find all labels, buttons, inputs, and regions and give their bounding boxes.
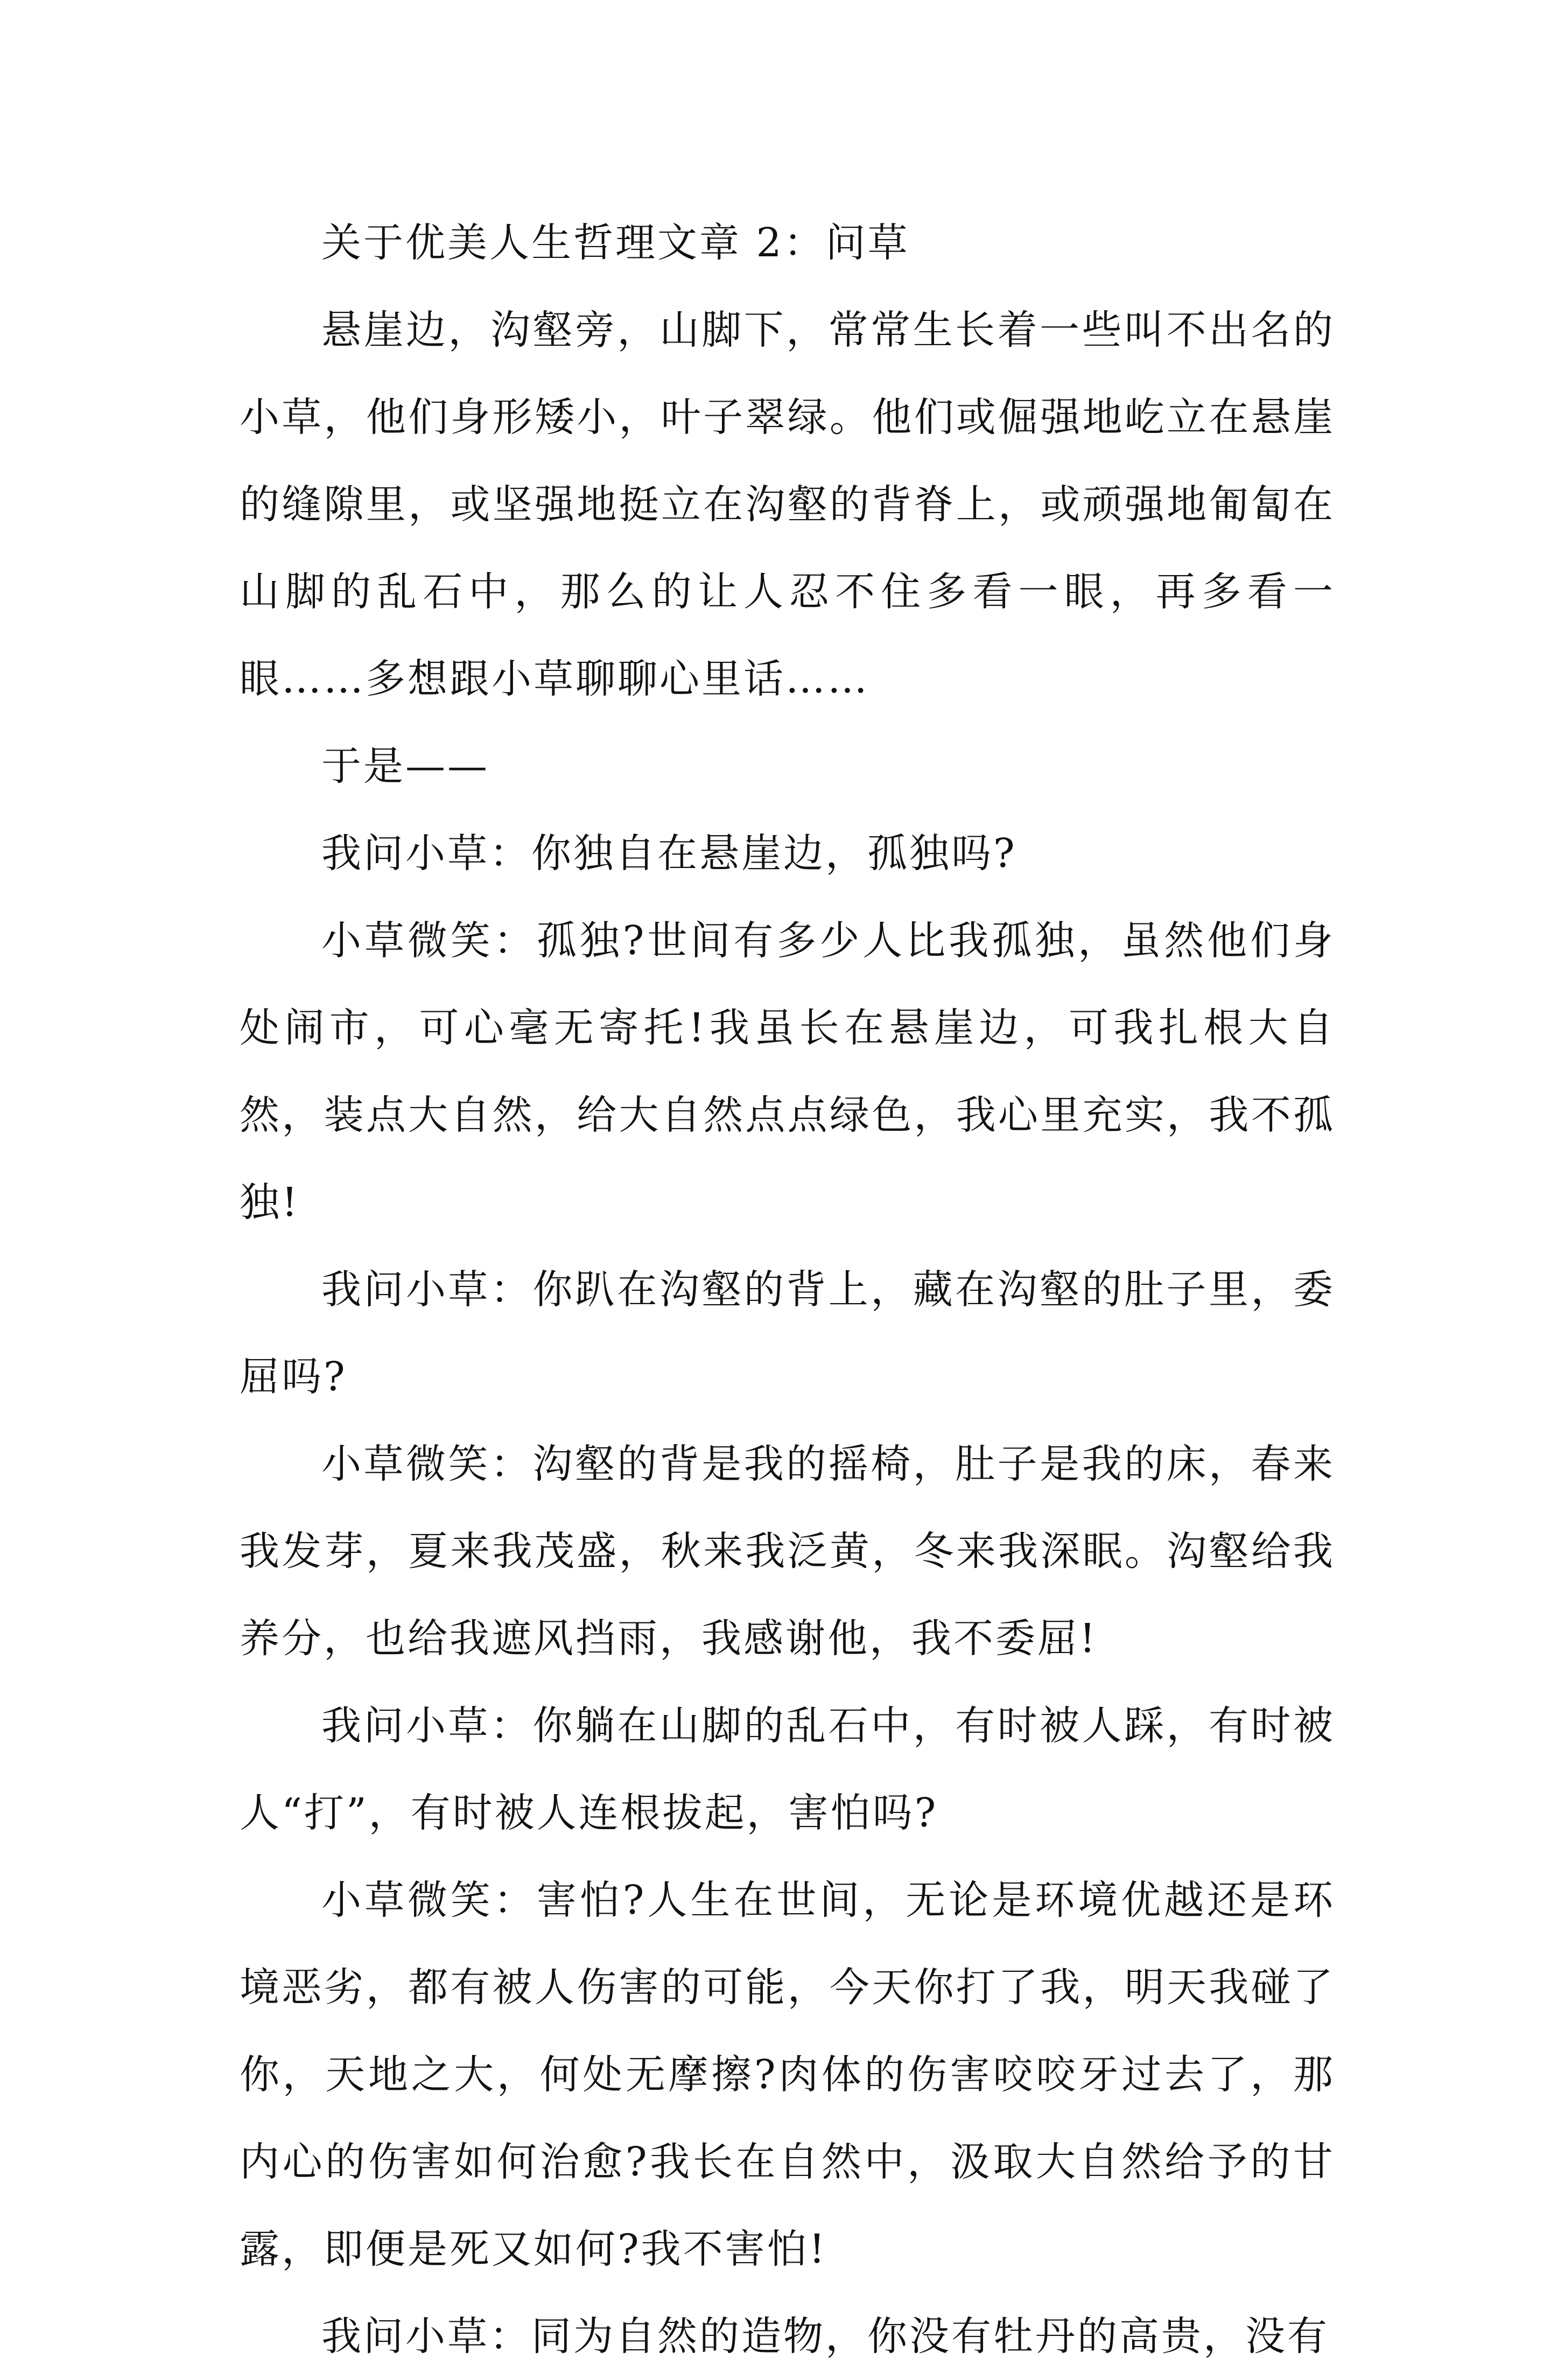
article-title: 关于优美人生哲理文章 2：问草	[321, 220, 910, 266]
article-body	[240, 199, 1335, 2380]
paragraph-8: 小草微笑：害怕?人生在世间，无论是环境优越还是环境恶劣，都有被人伤害的可能，今天你打了我，明天我碰了你，天地之大，何处无摩擦?肉体的伤害咬咬牙过去了，那内心的伤害如何治愈?我长在自然中，汲取大自然给予的甘露，即便是死又如何?我不害怕!	[240, 1877, 1335, 2272]
paragraph-4: 小草微笑：孤独?世间有多少人比我孤独，虽然他们身处闹市，可心毫无寄托!我虽长在悬崖边，可我扎根大自然，装点大自然，给大自然点点绿色，我心里充实，我不孤独!	[240, 918, 1335, 1226]
paragraph-9: 我问小草：同为自然的造物，你没有牡丹的高贵，没有	[321, 2313, 1329, 2360]
paragraph-6: 小草微笑：沟壑的背是我的摇椅，肚子是我的床，春来我发芽，夏来我茂盛，秋来我泛黄，冬来我深眠。沟壑给我养分，也给我遮风挡雨，我感谢他，我不委屈!	[240, 1441, 1335, 1662]
paragraph-5: 我问小草：你趴在沟壑的背上，藏在沟壑的肚子里，委屈吗?	[240, 1266, 1335, 1400]
paragraph-2: 于是——	[321, 743, 489, 789]
paragraph-1: 悬崖边，沟壑旁，山脚下，常常生长着一些叫不出名的小草，他们身形矮小，叶子翠绿。他们或倔强地屹立在悬崖的缝隙里，或坚强地挺立在沟壑的背脊上，或顽强地匍匐在山脚的乱石中，那么的让人忍不住多看一眼，再多看一眼……多想跟小草聊聊心里话……	[240, 307, 1335, 702]
paragraph-7: 我问小草：你躺在山脚的乱石中，有时被人踩，有时被人“打”，有时被人连根拔起，害怕吗?	[240, 1703, 1335, 1836]
paragraph-3: 我问小草：你独自在悬崖边，孤独吗?	[321, 830, 1017, 877]
